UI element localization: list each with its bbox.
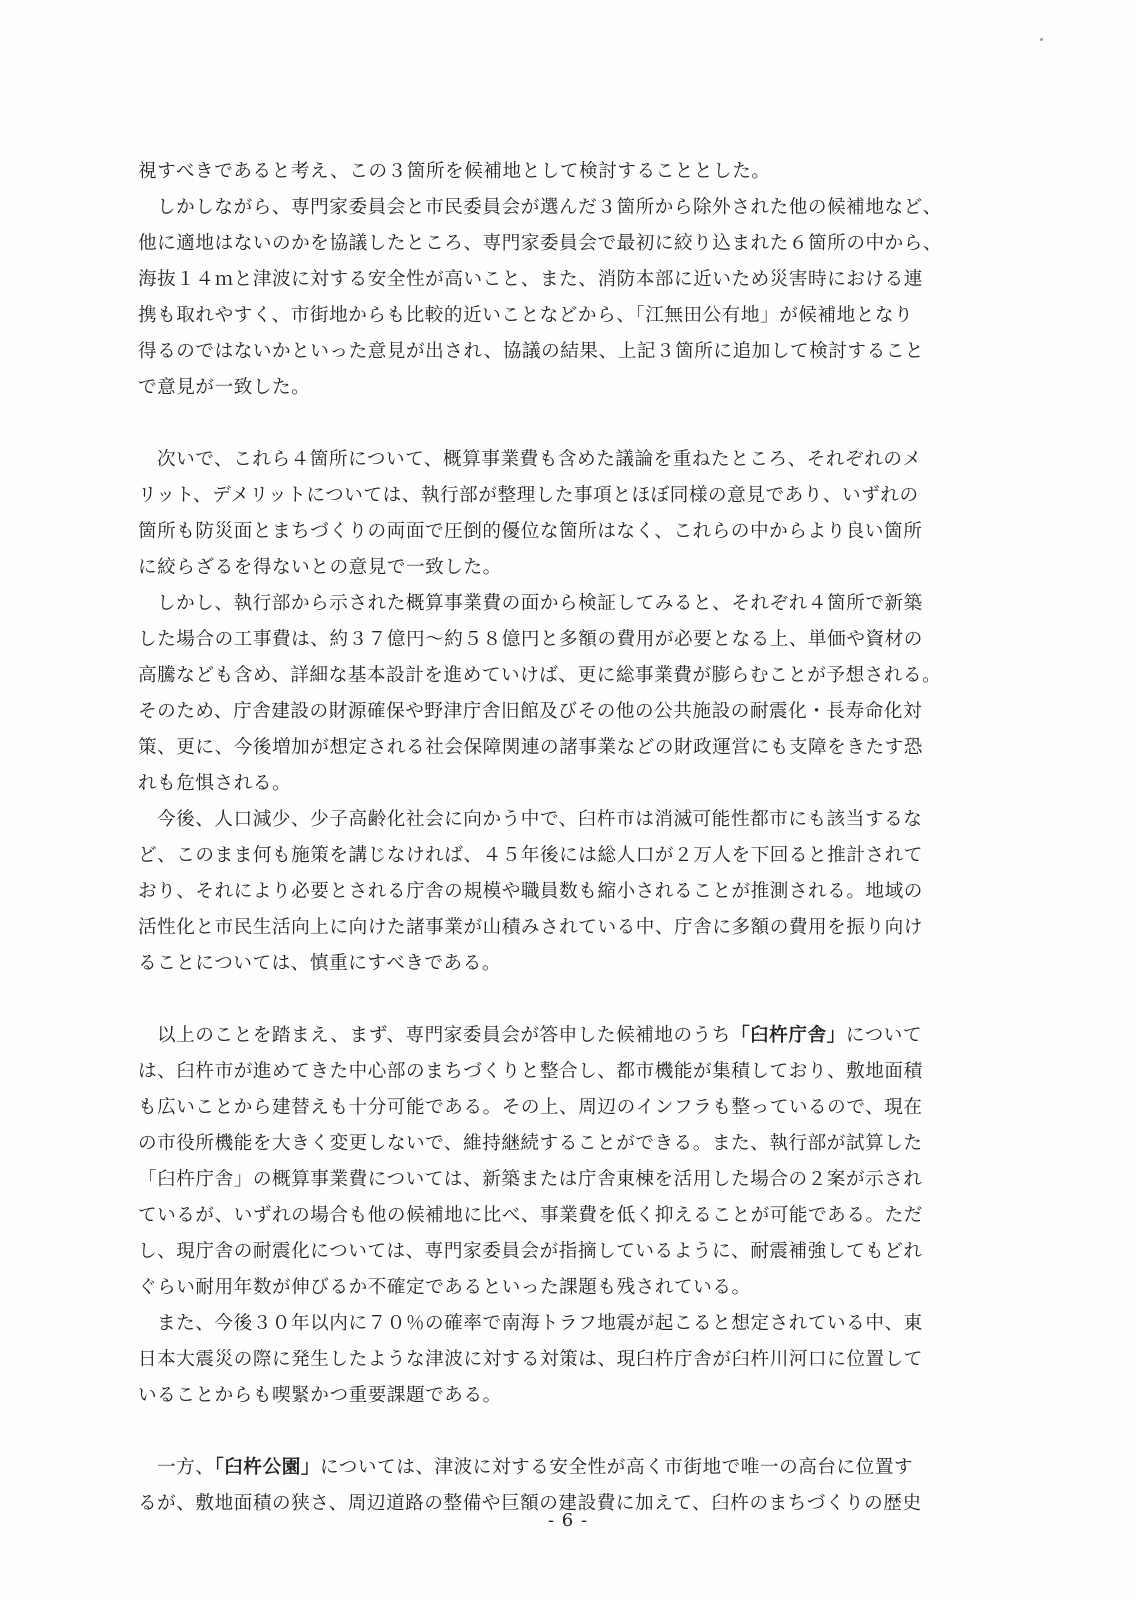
text-line: で意見が一致した。 bbox=[138, 377, 311, 398]
scan-speck bbox=[1040, 38, 1043, 41]
text-line: ているが、いずれの場合も他の候補地に比べ、事業費を低く抑えることが可能である。ただ bbox=[138, 1205, 923, 1226]
text-line: ることについては、慎重にすべきである。 bbox=[138, 953, 501, 974]
text-line: 海抜１４ｍと津波に対する安全性が高いこと、また、消防本部に近いため災害時における連 bbox=[138, 269, 923, 290]
text-line bbox=[157, 1454, 913, 1482]
text-line: 高騰なども含め、詳細な基本設計を進めていけば、更に総事業費が膨らむことが予想される。 bbox=[138, 665, 942, 686]
text-segment: については、津波に対する安全性が高く市街地で唯一の高台に位置す bbox=[320, 1457, 914, 1478]
text-line: るが、敷地面積の狭さ、周辺道路の整備や巨額の建設費に加えて、臼杵のまちづくりの歴史 bbox=[138, 1493, 922, 1514]
text-line: 携も取れやすく、市街地からも比較的近いことなどから、「江無田公有地」が候補地となり bbox=[138, 305, 914, 326]
text-line: 活性化と市民生活向上に向けた諸事業が山積みされている中、庁舎に多額の費用を振り向け bbox=[138, 917, 923, 938]
text-line: また、今後３０年以内に７０％の確率で南海トラフ地震が起こると想定されている中、東 bbox=[157, 1313, 923, 1334]
text-line: 得るのではないかといった意見が出され、協議の結果、上記３箇所に追加して検討すること bbox=[138, 341, 925, 362]
text-segment: 以上のことを踏まえ、まず、専門家委員会が答申した候補地のうち bbox=[157, 1025, 731, 1046]
text-line: 次いで、これら４箇所について、概算事業費も含めた議論を重ねたところ、それぞれのメ bbox=[157, 449, 922, 470]
text-line: ど、このまま何も施策を講じなければ、４５年後には総人口が２万人を下回ると推計されて bbox=[138, 845, 923, 866]
text-line: した場合の工事費は、約３７億円～約５８億円と多額の費用が必要となる上、単価や資材の bbox=[138, 629, 923, 650]
text-line: しかしながら、専門家委員会と市民委員会が選んだ３箇所から除外された他の候補地など、 bbox=[157, 197, 942, 218]
page-number: - 6 - bbox=[547, 1510, 589, 1531]
text-line: れも危惧される。 bbox=[138, 773, 292, 794]
text-line: 今後、人口減少、少子高齢化社会に向かう中で、臼杵市は消滅可能性都市にも該当するな bbox=[157, 809, 923, 830]
text-line: しかし、執行部から示された概算事業費の面から検証してみると、それぞれ４箇所で新築 bbox=[157, 593, 923, 614]
text-line: ぐらい耐用年数が伸びるか不確定であるといった課題も残されている。 bbox=[138, 1277, 751, 1298]
text-segment: について bbox=[845, 1025, 923, 1046]
text-line: し、現庁舎の耐震化については、専門家委員会が指摘しているように、耐震補強してもどれ bbox=[138, 1241, 923, 1262]
text-line: いることからも喫緊かつ重要課題である。 bbox=[138, 1385, 502, 1406]
text-line: 日本大震災の際に発生したような津波に対する対策は、現臼杵庁舎が臼杵川河口に位置して bbox=[138, 1349, 923, 1370]
text-line: に絞らざるを得ないとの意見で一致した。 bbox=[138, 557, 502, 578]
text-line: 他に適地はないのかを協議したところ、専門家委員会で最初に絞り込まれた６箇所の中から、 bbox=[138, 233, 943, 254]
highlighted-term-usuki-chosha: 「臼杵庁舎」 bbox=[730, 1025, 846, 1046]
text-line bbox=[157, 1022, 922, 1050]
text-line: そのため、庁舎建設の財源確保や野津庁舎旧館及びその他の公共施設の耐震化・長寿命化対 bbox=[138, 701, 923, 722]
text-segment: 一方、 bbox=[157, 1457, 215, 1478]
text-line: 視すべきであると考え、この３箇所を候補地として検討することとした。 bbox=[138, 161, 771, 182]
text-line: おり、それにより必要とされる庁舎の規模や職員数も縮小されることが推測される。地域の bbox=[138, 881, 923, 902]
text-line: の市役所機能を大きく変更しないで、維持継続することができる。また、執行部が試算した bbox=[138, 1133, 923, 1154]
text-line: も広いことから建替えも十分可能である。その上、周辺のインフラも整っているので、現在 bbox=[138, 1097, 923, 1118]
text-line: 策、更に、今後増加が想定される社会保障関連の諸事業などの財政運営にも支障をきたす恐 bbox=[138, 737, 923, 758]
highlighted-term-usuki-koen: 「臼杵公園」 bbox=[214, 1457, 321, 1478]
text-line: 箇所も防災面とまちづくりの両面で圧倒的優位な箇所はなく、これらの中からより良い箇所 bbox=[138, 521, 923, 542]
text-line: は、臼杵市が進めてきた中心部のまちづくりと整合し、都市機能が集積しており、敷地面積 bbox=[138, 1061, 923, 1082]
text-line: リット、デメリットについては、執行部が整理した事項とほぼ同様の意見であり、いずれの bbox=[138, 485, 919, 506]
text-line: 「臼杵庁舎」の概算事業費については、新築または庁舎東棟を活用した場合の２案が示され bbox=[138, 1169, 923, 1190]
